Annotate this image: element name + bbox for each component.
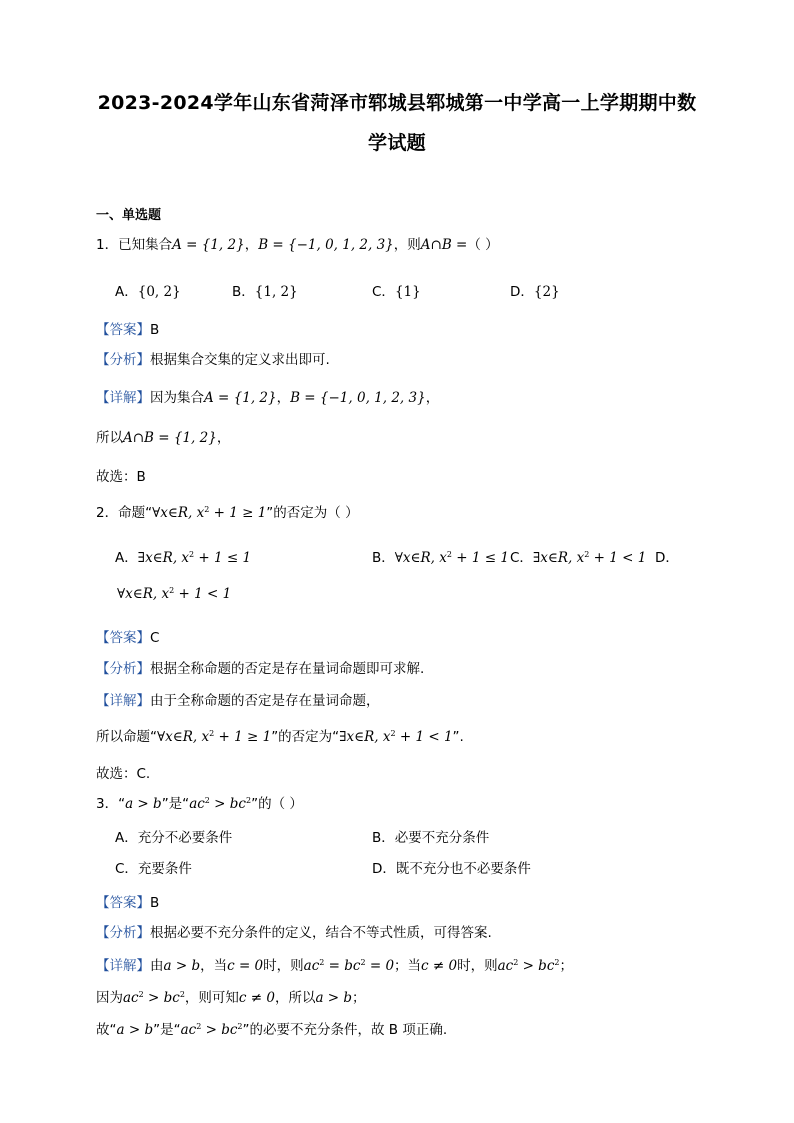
q3-option-a [115,826,232,846]
q3-reason-t2: ，所以 [274,990,316,1006]
q3-reason-t3: ； [352,990,366,1006]
q2-option-d-value2: + 1 < 1 [174,586,232,602]
q3-detail-exp1: 2 [319,958,325,967]
q1-option-c [372,280,421,300]
q1-analysis-tag: 【分析】 [96,352,150,368]
q2-option-a-label: A． [115,550,138,566]
q3-detail-t3: ；当 [394,958,422,974]
q2-option-a-exp: 2 [189,550,195,559]
q1-detail-text: 因为集合 [150,390,204,406]
q3-conclusion-t1: ”是“ [153,1022,181,1038]
q1-number: 1． [96,237,119,253]
q3-option-a-value: 充分不必要条件 [137,830,233,846]
q2-option-c [510,546,646,566]
q1-set-b: B = {−1, 0, 1, 2, 3} [258,237,394,253]
q2-conclusion-m2b: + 1 < 1 [395,729,453,745]
q3-detail-m5a: ac [497,958,514,974]
q2-choice: 故选：C. [96,766,151,782]
q3-analysis [96,921,492,941]
q2-conclusion-exp2: 2 [390,729,396,738]
q2-option-d [117,586,231,602]
q3-detail-m4: c ≠ 0 [421,958,458,974]
q2-option-a [115,546,251,566]
q3-detail-t5: ； [559,958,573,974]
q3-detail-exp3: 2 [513,958,519,967]
q2-option-d-exp: 2 [169,586,175,595]
q3-option-d-label: D． [372,861,396,877]
q2-stem-pre: 命题“ [118,505,153,521]
q1-conclusion [96,426,230,446]
q3-detail-m3a: ac [303,958,320,974]
q3-stem-m1: a > b [125,796,162,812]
q1-choice: 故选：B [96,469,146,485]
q3-stem-m2b: > bc [209,796,246,812]
document-title-line2: 学试题 [368,132,426,154]
q2-option-b-value: ∀x∈R, x [394,550,447,566]
q1-option-c-value: {1} [394,284,421,300]
q3-reason-exp1: 2 [138,990,144,999]
q3-detail-m2: c = 0 [227,958,264,974]
q1-option-a [115,280,181,300]
q2-option-c-value: ∃x∈R, x [532,550,585,566]
q1-option-c-label: C． [372,284,395,300]
q2-analysis [96,657,424,677]
q1-stem-mid: ，则 [393,237,421,253]
q3-reason-m2: c ≠ 0 [238,990,275,1006]
section-heading: 一、单选题 [96,208,162,223]
q2-conclusion-pre: 所以命题“ [96,729,157,745]
q1-option-a-label: A． [115,284,138,300]
q2-conclusion-m1b: + 1 ≥ 1 [214,729,272,745]
q3-detail-m3b: = bc [324,958,361,974]
q2-conclusion-m1: ∀x∈R, x [157,729,210,745]
q1-analysis [96,348,330,368]
q2-conclusion-mid: ”的否定为“ [271,729,340,745]
q3-reason-mb: > bc [143,990,180,1006]
q2-answer [96,626,159,646]
q1-stem [96,233,499,253]
q1-analysis-text: 根据集合交集的定义求出即可. [150,352,330,368]
q3-answer-tag: 【答案】 [96,895,150,911]
q2-option-b [372,546,509,566]
q2-detail-tag: 【详解】 [96,693,150,709]
q3-conclusion-pre: 故“ [96,1022,117,1038]
q2-detail [96,689,380,709]
q3-answer [96,891,159,911]
q2-stem-post: ”的否定为（ ） [266,505,359,521]
q3-detail-t1: ，当 [200,958,228,974]
q3-option-c-label: C． [115,861,138,877]
q3-reason-exp2: 2 [179,990,185,999]
q3-option-d [372,857,531,877]
q3-number: 3． [96,796,119,812]
q2-stem-math: ∀x∈R, x [152,505,205,521]
q3-quote-open: “ [118,796,126,812]
q3-reason [96,986,366,1006]
q1-option-d-label: D． [510,284,534,300]
q3-stem-post: ”的（ ） [251,796,303,812]
q1-answer-tag: 【答案】 [96,322,150,338]
q2-stem-exp: 2 [204,505,210,514]
q3-option-b [372,826,489,846]
q2-option-c-label: C． [510,550,533,566]
q1-conclusion-expr: A∩B = {1, 2} [123,430,217,446]
q1-answer [96,318,159,338]
q3-detail-t2: 时，则 [263,958,304,974]
q2-stem-math2: + 1 ≥ 1 [209,505,267,521]
q1-option-b-value: {1, 2} [254,284,298,300]
q3-conclusion-mb: > bc [201,1022,238,1038]
q1-detail-set-a: A = {1, 2} [204,390,277,406]
q3-detail-m5b: > bc [518,958,555,974]
q1-blank: （ ） [467,237,499,253]
q3-conclusion-m1: a > b [116,1022,154,1038]
q1-conclusion-text: 所以 [96,430,123,446]
q2-analysis-tag: 【分析】 [96,661,150,677]
q2-option-c-value2: + 1 < 1 [589,550,647,566]
q2-conclusion [96,725,464,745]
q3-option-c-value: 充要条件 [137,861,192,877]
q3-option-b-value: 必要不充分条件 [394,830,490,846]
q1-option-b [232,280,298,300]
q2-option-a-value2: + 1 ≤ 1 [194,550,252,566]
q3-detail [96,954,573,974]
q2-conclusion-exp1: 2 [209,729,215,738]
q3-analysis-text: 根据必要不充分条件的定义，结合不等式性质，可得答案. [150,925,492,941]
q2-answer-tag: 【答案】 [96,630,150,646]
q2-option-d-label: D． [655,550,679,566]
q1-detail [96,386,439,406]
q3-option-d-value: 既不充分也不必要条件 [395,861,531,877]
q3-option-b-label: B． [372,830,395,846]
q3-stem [96,792,303,812]
q2-analysis-text: 根据全称命题的否定是存在量词命题即可求解. [150,661,425,677]
q1-expression: A∩B = [420,237,468,253]
q1-detail-end: ， [425,390,440,406]
q3-detail-m1: a > b [163,958,201,974]
q2-option-b-exp: 2 [446,550,452,559]
q3-analysis-tag: 【分析】 [96,925,150,941]
q2-conclusion-end: ”. [452,729,464,745]
q1-option-b-label: B． [232,284,255,300]
q2-option-b-value2: + 1 ≤ 1 [451,550,509,566]
q1-option-a-value: {0, 2} [137,284,181,300]
q2-option-c-exp: 2 [584,550,590,559]
q1-conclusion-end: ， [216,430,231,446]
q3-stem-mid: ”是“ [161,796,190,812]
q3-reason-t1: ，则可知 [184,990,239,1006]
q1-set-a: A = {1, 2} [172,237,245,253]
q1-detail-set-b: B = {−1, 0, 1, 2, 3} [290,390,426,406]
q3-conclusion-t2: ”的必要不充分条件，故 B 项正确. [242,1022,448,1038]
q3-reason-m3: a > b [315,990,353,1006]
q3-stem-m2a: ac [189,796,205,812]
q1-detail-tag: 【详解】 [96,390,150,406]
q2-option-b-label: B． [372,550,395,566]
q1-option-d [510,280,560,300]
q3-detail-m3c: = 0 [365,958,395,974]
q3-detail-t4: 时，则 [457,958,498,974]
q3-reason-ma: ac [123,990,139,1006]
document-title-line1: 2023-2024学年山东省菏泽市郓城县郓城第一中学高一上学期期中数 [97,92,697,114]
q3-stem-exp1: 2 [204,796,210,805]
q3-option-a-label: A． [115,830,138,846]
q3-conclusion-ma: ac [180,1022,197,1038]
q2-conclusion-m2: ∃x∈R, x [339,729,391,745]
q3-answer-value: B [150,895,160,911]
q1-option-d-value: {2} [533,284,560,300]
q3-conclusion-exp1: 2 [196,1022,202,1031]
q3-reason-pre: 因为 [96,990,123,1006]
q1-answer-value: B [150,322,160,338]
q3-detail-pre: 由 [150,958,164,974]
q2-stem [96,501,359,521]
q1-separator: ， [244,237,259,253]
q2-number: 2． [96,505,119,521]
q3-detail-exp4: 2 [554,958,560,967]
q3-conclusion-exp2: 2 [237,1022,243,1031]
q3-stem-exp2: 2 [246,796,252,805]
q3-conclusion [96,1018,447,1038]
q2-answer-value: C [150,630,160,646]
q1-detail-sep: ， [276,390,291,406]
q1-stem-text: 已知集合 [118,237,173,253]
q3-detail-exp2: 2 [360,958,366,967]
q2-detail-text: 由于全称命题的否定是存在量词命题， [150,693,380,709]
q3-option-c [115,857,192,877]
q2-option-a-value: ∃x∈R, x [137,550,190,566]
q3-detail-tag: 【详解】 [96,958,150,974]
q2-option-d-value: ∀x∈R, x [117,586,170,602]
